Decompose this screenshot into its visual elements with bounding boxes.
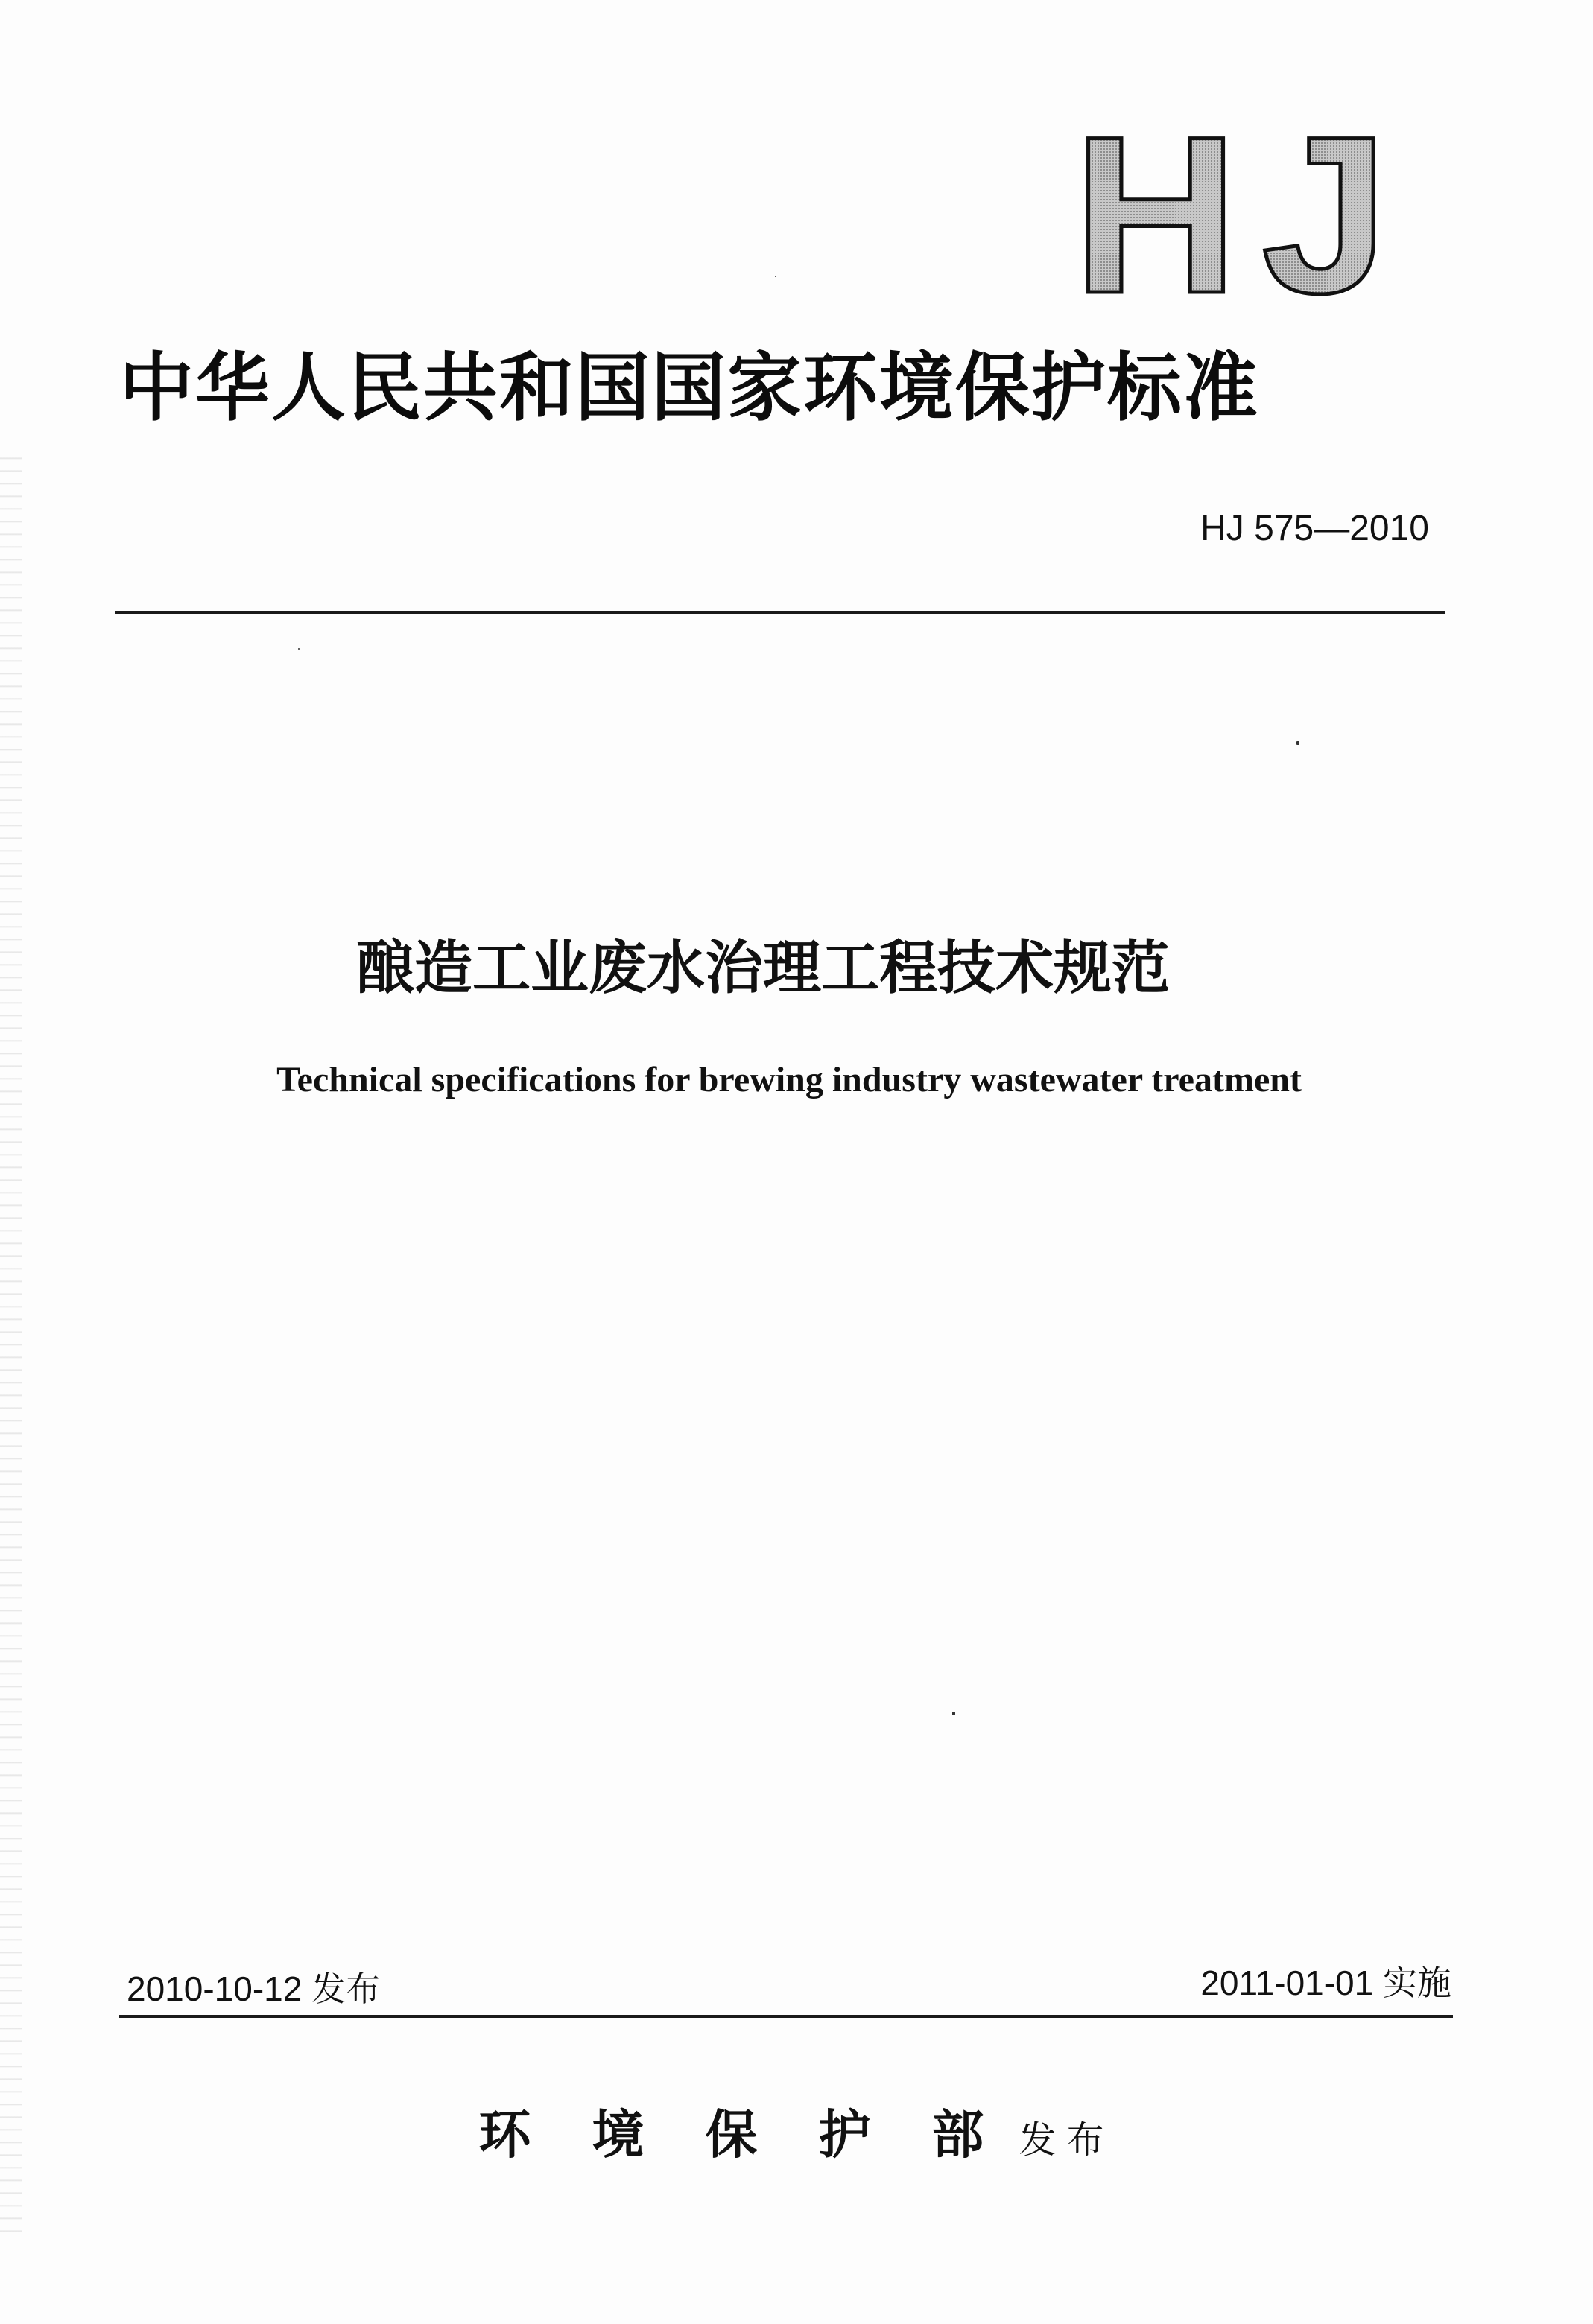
publisher-name: 环境保护部 <box>478 2104 1045 2165</box>
scan-speck <box>1296 741 1299 745</box>
hj-logo <box>1073 127 1416 305</box>
document-title-chinese-text: 酿造工业废水治理工程技术规范 <box>355 935 1170 1002</box>
logo-letters: HJ <box>1073 127 1412 305</box>
footer-rule <box>119 2015 1453 2018</box>
publisher-suffix: 发布 <box>1019 2118 1115 2162</box>
scan-speck <box>952 1712 955 1715</box>
document-title-chinese <box>0 931 1593 1006</box>
publisher-line <box>0 2093 1593 2168</box>
document-title-english-text: Technical specifications for brewing industry wastewater treatment <box>276 1060 1302 1099</box>
scan-edge-noise <box>0 447 22 2235</box>
document-title-english <box>0 1058 1593 1102</box>
header-rule <box>115 611 1445 614</box>
scan-speck <box>298 648 300 650</box>
scan-speck <box>775 276 776 277</box>
standard-code: HJ 575—2010 <box>1200 509 1429 548</box>
effective-date: 2011-01-01 实施 <box>1200 1963 1451 2002</box>
agency-title: 中华人民共和国国家环境保护标准 <box>119 343 1259 431</box>
publish-date: 2010-10-12 发布 <box>127 1969 381 2008</box>
